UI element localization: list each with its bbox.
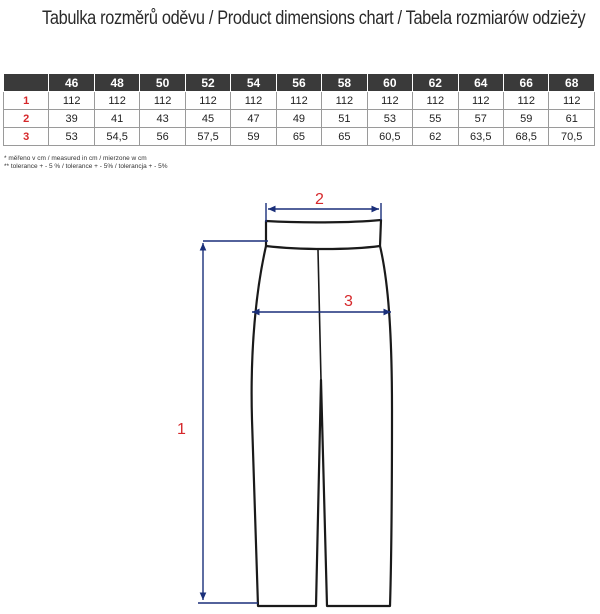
table-cell: 39	[49, 110, 94, 128]
table-cell: 57,5	[185, 128, 230, 146]
row-label: 2	[4, 110, 49, 128]
chart-title: Tabulka rozměrů oděvu / Product dimensions chart / Tabela rozmiarów odzieży	[42, 8, 586, 29]
table-cell: 54,5	[94, 128, 139, 146]
size-header: 64	[458, 74, 503, 92]
table-cell: 65	[276, 128, 321, 146]
size-header: 52	[185, 74, 230, 92]
size-header: 56	[276, 74, 321, 92]
table-cell: 112	[367, 92, 412, 110]
table-cell: 63,5	[458, 128, 503, 146]
size-header: 46	[49, 74, 94, 92]
size-header: 58	[322, 74, 367, 92]
size-header: 48	[94, 74, 139, 92]
table-cell: 53	[367, 110, 412, 128]
table-cell: 41	[94, 110, 139, 128]
hip-label: 3	[344, 293, 353, 310]
table-cell: 51	[322, 110, 367, 128]
table-cell: 112	[458, 92, 503, 110]
table-cell: 59	[503, 110, 548, 128]
table-cell: 68,5	[503, 128, 548, 146]
table-cell: 112	[322, 92, 367, 110]
table-cell: 43	[140, 110, 185, 128]
size-header: 66	[503, 74, 548, 92]
table-cell: 112	[231, 92, 276, 110]
table-cell: 60,5	[367, 128, 412, 146]
note-tolerance: ** tolerance + - 5 % / tolerance + - 5% / tolerancja + - 5%	[4, 163, 168, 170]
table-cell: 70,5	[549, 128, 595, 146]
measure-lines	[198, 203, 391, 603]
table-cell: 56	[140, 128, 185, 146]
table-cell: 112	[413, 92, 458, 110]
table-cell: 112	[94, 92, 139, 110]
table-cell: 112	[140, 92, 185, 110]
table-cell: 62	[413, 128, 458, 146]
table-cell: 112	[503, 92, 548, 110]
table-cell: 47	[231, 110, 276, 128]
table-cell: 53	[49, 128, 94, 146]
row-label: 3	[4, 128, 49, 146]
table-cell: 45	[185, 110, 230, 128]
note-measured: * měřeno v cm / measured in cm / mierzone w cm	[4, 155, 147, 162]
size-header: 54	[231, 74, 276, 92]
row-label: 1	[4, 92, 49, 110]
table-cell: 49	[276, 110, 321, 128]
pants-outline	[252, 220, 392, 606]
table-cell: 55	[413, 110, 458, 128]
size-header: 60	[367, 74, 412, 92]
table-cell: 112	[276, 92, 321, 110]
waist-label: 2	[315, 191, 324, 208]
size-header: 62	[413, 74, 458, 92]
table-cell: 112	[49, 92, 94, 110]
table-cell: 112	[549, 92, 595, 110]
length-label: 1	[177, 421, 186, 438]
table-cell: 65	[322, 128, 367, 146]
table-cell: 59	[231, 128, 276, 146]
size-header: 68	[549, 74, 595, 92]
table-cell: 57	[458, 110, 503, 128]
size-header: 50	[140, 74, 185, 92]
table-cell: 112	[185, 92, 230, 110]
table-cell: 61	[549, 110, 595, 128]
